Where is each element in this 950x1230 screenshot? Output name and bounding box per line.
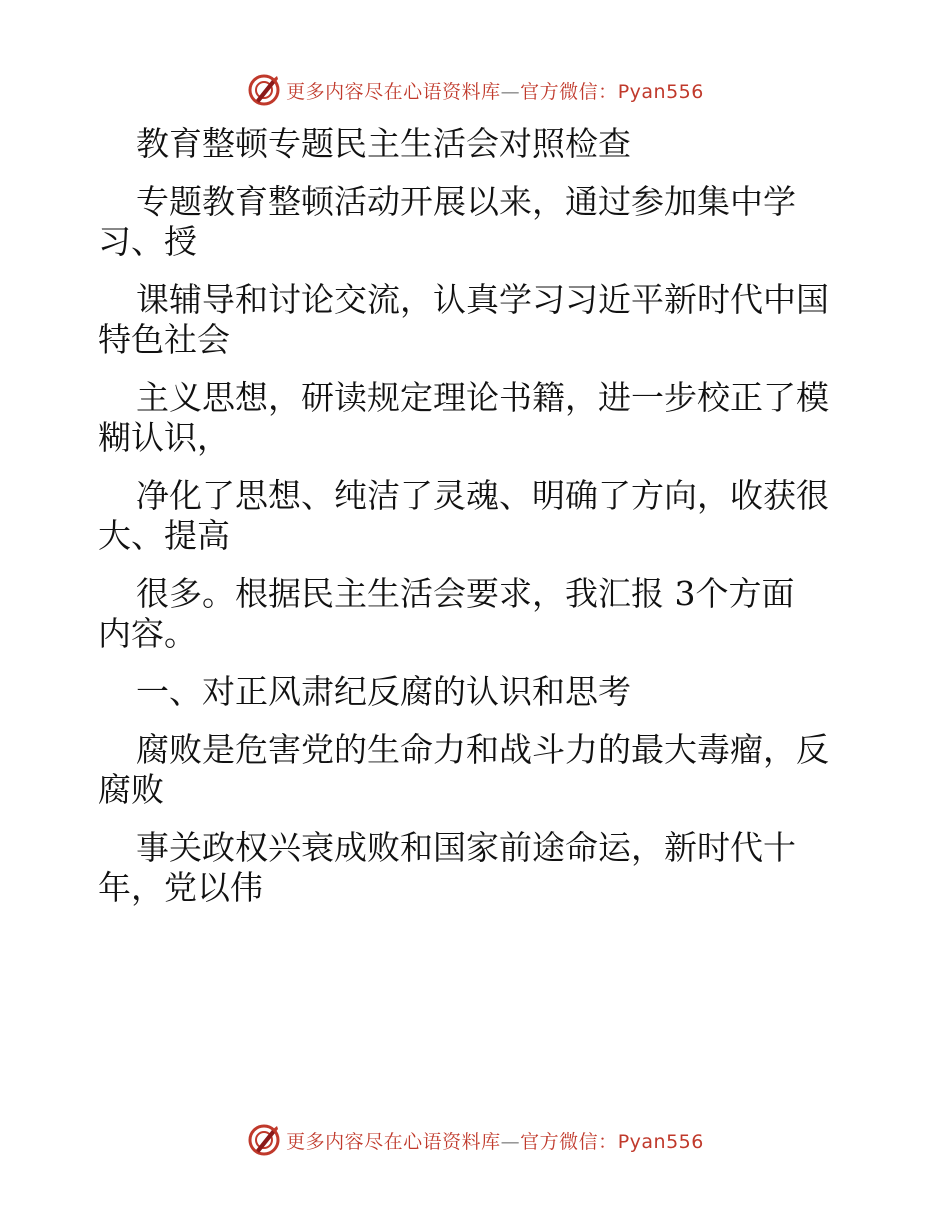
paragraph-line: 特色社会 [98, 320, 230, 359]
section-heading: 一、对正风肃纪反腐的认识和思考 [136, 672, 631, 711]
paragraph-line: 年，党以伟 [98, 868, 263, 907]
document-title: 教育整顿专题民主生活会对照检查 [136, 124, 631, 163]
paragraph-line: 腐败 [98, 770, 164, 809]
paragraph-line: 大、提高 [98, 516, 230, 555]
paragraph-line: 主义思想，研读规定理论书籍，进一步校正了模 [136, 378, 829, 417]
watermark-text [286, 77, 704, 104]
watermark-main: 更多内容尽在心语资料库 [286, 1130, 501, 1153]
pen-logo-icon [246, 72, 282, 108]
watermark-id: Pyan556 [617, 1130, 704, 1153]
paragraph-line: 专题教育整顿活动开展以来，通过参加集中学 [136, 182, 796, 221]
watermark-label: 官方微信： [520, 80, 618, 103]
watermark-dash: — [500, 1130, 521, 1153]
header-watermark [0, 70, 950, 110]
paragraph-line: 内容。 [98, 614, 197, 653]
paragraph-line: 课辅导和讨论交流，认真学习习近平新时代中国 [136, 280, 829, 319]
paragraph-line: 习、授 [98, 222, 197, 261]
watermark-dash: — [500, 80, 521, 103]
watermark-id: Pyan556 [617, 80, 704, 103]
pen-logo-icon [246, 1122, 282, 1158]
paragraph-line: 糊认识， [98, 418, 230, 457]
paragraph-line: 事关政权兴衰成败和国家前途命运，新时代十 [136, 828, 796, 867]
watermark-text [286, 1127, 704, 1154]
watermark-main: 更多内容尽在心语资料库 [286, 80, 501, 103]
paragraph-line: 腐败是危害党的生命力和战斗力的最大毒瘤，反 [136, 730, 829, 769]
watermark-label: 官方微信： [520, 1130, 618, 1153]
document-body [98, 124, 858, 908]
footer-watermark [0, 1120, 950, 1160]
paragraph-line: 净化了思想、纯洁了灵魂、明确了方向，收获很 [136, 476, 829, 515]
paragraph-line: 很多。根据民主生活会要求，我汇报 3个方面 [136, 574, 795, 613]
